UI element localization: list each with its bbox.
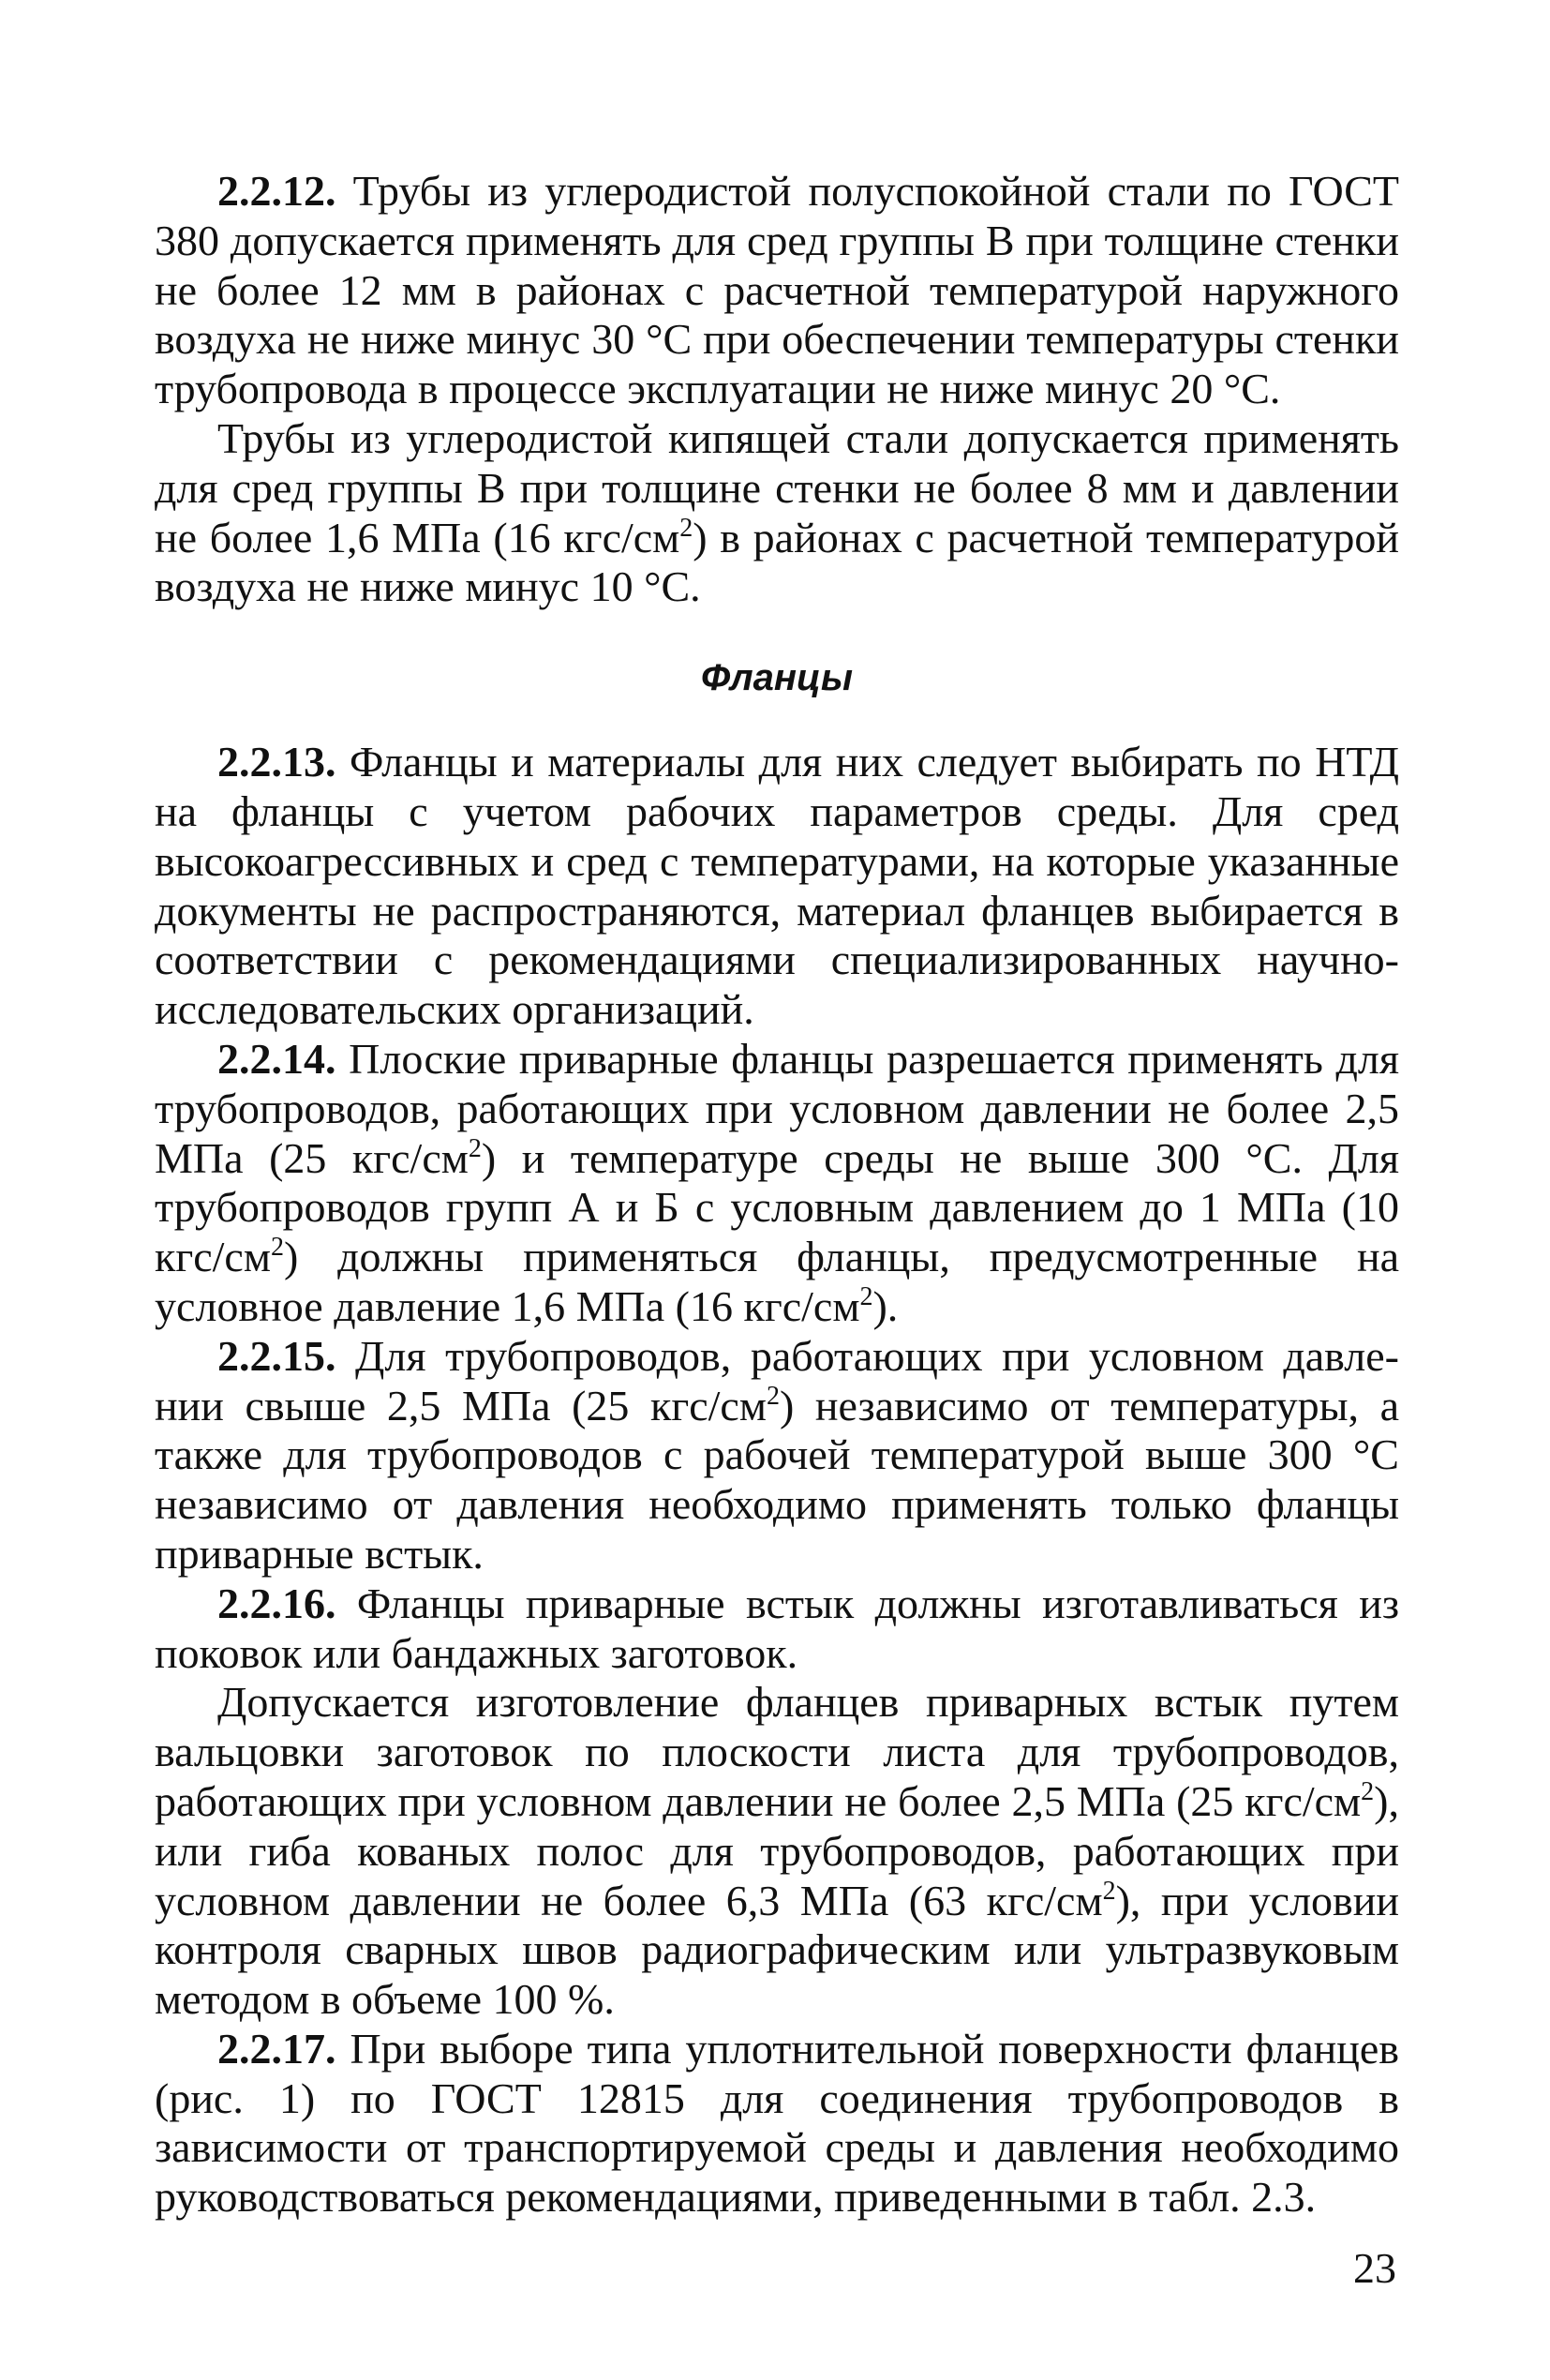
paragraph-text: Трубы из углеродистой полуспокойной стали по ГОСТ 380 допускается применять для сред группы В при толщине стенки не более 12 мм в районах с расчетной температурой наружного воздуха не ниже минус 30 °С при обеспечении температуры стенки трубопровода в процессе эксплуатации не ниже минус 20 °С. xyxy=(155,167,1399,413)
paragraph-number: 2.2.16. xyxy=(217,1579,336,1627)
paragraph-text: Фланцы приварные встык должны изготавливаться из поковок или бандажных заготовок. xyxy=(155,1579,1399,1677)
superscript: 2 xyxy=(1102,1876,1116,1906)
paragraph-text: ) в районах с расчетной температурой воздуха не ниже минус 10 °С. xyxy=(155,513,1400,611)
paragraph-number: 2.2.13. xyxy=(217,738,336,786)
paragraph-text: ). xyxy=(872,1281,899,1330)
page-content xyxy=(155,167,1399,2223)
paragraph-number: 2.2.15. xyxy=(217,1331,336,1380)
paragraph-2-2-15 xyxy=(155,1332,1399,1579)
superscript: 2 xyxy=(1361,1776,1375,1806)
superscript: 2 xyxy=(859,1281,873,1311)
paragraph-text: ) должны применяться фланцы, предусмотренные на условное давление 1,6 МПа (16 кгс/см xyxy=(155,1233,1399,1330)
paragraph-text: Фланцы и материалы для них следует выбирать по НТД на фланцы с учетом рабочих параметров среды. Для сред высокоагрессивных и сред с температурами, на которые указанные документы не распространяются, материал фланцев выбирается в соответствии с рекомендациями специализированных научно-исследовательских организаций. xyxy=(155,738,1399,1034)
paragraph-rolling-allowed xyxy=(155,1678,1399,2025)
paragraph-2-2-17 xyxy=(155,2025,1399,2223)
paragraph-text: Допускается изготовление фланцев приварных встык путем вальцовки заготовок по плоскости листа для трубопроводов, работающих при условном давлении не более 2,5 МПа (25 кгс/см xyxy=(155,1678,1399,1825)
page-number: 23 xyxy=(1353,2244,1396,2292)
paragraph-text: ), при условии контроля сварных швов радиографическим или ультразвуковым методом в объеме 100 %. xyxy=(155,1876,1399,2024)
superscript: 2 xyxy=(270,1233,284,1263)
paragraph-text: ) и температуре среды не выше 300 °С. Для трубопроводов групп А и Б с условным давлением до 1 МПа (10 кгс/см xyxy=(155,1133,1400,1281)
paragraph-2-2-12 xyxy=(155,167,1399,414)
paragraph-text: При выборе типа уплотнительной поверхности фланцев (рис. 1) по ГОСТ 12815 для соединения трубопроводов в зависимости от транспортируемой среды и давления необходимо руководствоваться рекомендациями, приведенными в табл. 2.3. xyxy=(155,2024,1399,2222)
paragraph-text: ), или гиба кованых полос для трубопроводов, работающих при условном давлении не более 6,3 МПа (63 кгс/см xyxy=(155,1776,1399,1924)
paragraph-text: Для трубопроводов, работающих при условном давлении свыше 2,5 МПа (25 кгс/см xyxy=(155,1331,1399,1429)
paragraph-text: ) независимо от температуры, а также для трубопроводов с рабочей температурой выше 300 °С независимо от давления необходимо применять только фланцы приварные встык. xyxy=(155,1381,1400,1578)
paragraph-text: Трубы из углеродистой кипящей стали допускается применять для сред группы В при толщине стенки не более 8 мм и давлении не более 1,6 МПа (16 кгс/см xyxy=(155,413,1399,561)
paragraph-2-2-13 xyxy=(155,738,1399,1035)
section-heading: Фланцы xyxy=(701,657,853,699)
paragraph-2-2-14 xyxy=(155,1035,1399,1332)
paragraph-number: 2.2.17. xyxy=(217,2024,336,2073)
paragraph-boiling-steel xyxy=(155,414,1399,612)
paragraph-number: 2.2.12. xyxy=(217,167,336,215)
paragraph-number: 2.2.14. xyxy=(217,1034,336,1083)
superscript: 2 xyxy=(679,513,693,543)
superscript: 2 xyxy=(766,1381,780,1411)
superscript: 2 xyxy=(468,1133,482,1163)
paragraph-text: Плоские приварные фланцы разрешается применять для трубопроводов, работающих при условном давлении не более 2,5 МПа (25 кгс/см xyxy=(155,1034,1399,1182)
paragraph-2-2-16 xyxy=(155,1579,1399,1679)
